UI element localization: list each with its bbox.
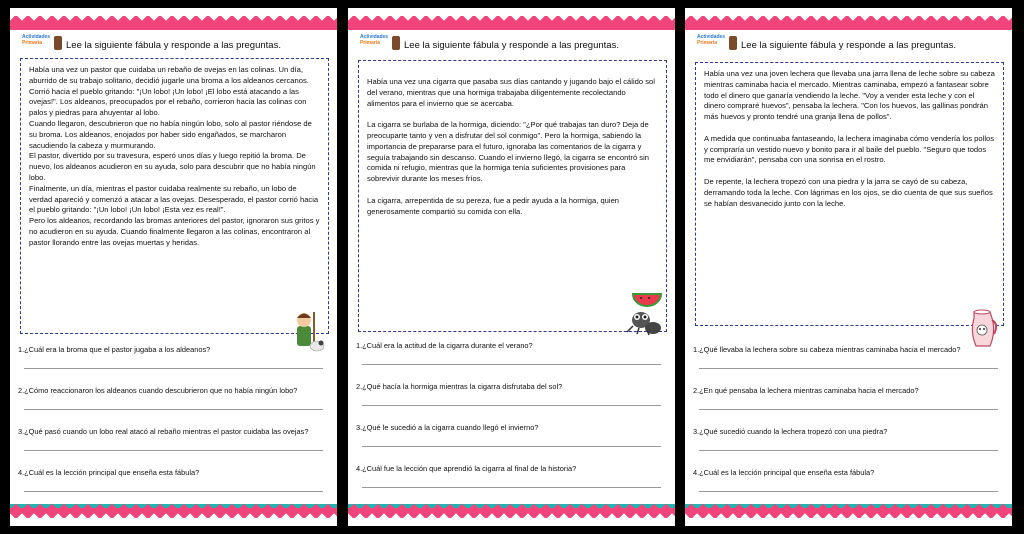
decorative-border-bottom [685, 504, 1012, 518]
question-item [18, 385, 329, 426]
question-item [693, 426, 1004, 467]
answer-line[interactable] [362, 405, 661, 406]
decorative-border-bottom [10, 504, 337, 518]
worksheet-title: Lee la siguiente fábula y responde a las preguntas. [66, 40, 281, 51]
question-item [356, 340, 667, 381]
logo-line1: Actividades [360, 34, 389, 40]
question-text: 3.¿Qué le sucedió a la cigarra cuando llegó el invierno? [356, 423, 539, 432]
logo-figure-icon [392, 36, 400, 50]
decorative-border-bottom [348, 504, 675, 518]
answer-line[interactable] [699, 409, 998, 410]
question-item [693, 344, 1004, 385]
fable-paragraph: Pero los aldeanos, recordando las bromas anteriores del pastor, ignoraron sus gritos y no acudieron en su ayuda. Cuando finalmente llegaron a las colinas, encontraron al pastor llorando entre las ovejas muertas y heridas. [29, 216, 320, 247]
question-text: 2.¿Cómo reaccionaron los aldeanos cuando descubrieron que no había ningún lobo? [18, 386, 298, 395]
answer-line[interactable] [362, 446, 661, 447]
logo-figure-icon [54, 36, 62, 50]
question-item [356, 381, 667, 422]
fable-paragraph: Cuando llegaron, descubrieron que no había ningún lobo, solo al pastor riéndose de su broma. Los aldeanos, enojados por haber sido engañados, se marcharon sacudiendo la cabeza y murmurando. [29, 118, 312, 150]
answer-line[interactable] [362, 364, 661, 365]
question-text: 4.¿Cuál es la lección principal que enseña esta fábula? [18, 468, 200, 477]
questions-list [18, 344, 329, 508]
logo-line1: Actividades [697, 34, 726, 40]
answer-line[interactable] [699, 450, 998, 451]
question-item [356, 422, 667, 463]
fable-paragraph: Había una vez un pastor que cuidaba un rebaño de ovejas en las colinas. Un día, aburrido de su trabajo solitario, decidió jugarle una broma a los aldeanos cercanos. [29, 65, 309, 85]
worksheet-milkmaid [685, 8, 1012, 526]
site-logo [697, 34, 737, 54]
question-item [356, 463, 667, 504]
answer-line[interactable] [24, 409, 323, 410]
questions-list [356, 340, 667, 504]
worksheet-title: Lee la siguiente fábula y responde a las preguntas. [404, 40, 619, 51]
answer-line[interactable] [362, 487, 661, 488]
worksheet-cicada-ant [348, 8, 675, 526]
fable-paragraph: Había una vez una cigarra que pasaba sus días cantando y jugando bajo el cálido sol del verano, mientras que una hormiga trabajaba diligentemente recolectando alimentos para el invierno que se acercaba. [367, 77, 655, 108]
question-text: 4.¿Cuál fue la lección que aprendió la cigarra al final de la historia? [356, 464, 577, 473]
question-item [18, 426, 329, 467]
question-text: 3.¿Qué pasó cuando un lobo real atacó al rebaño mientras el pastor cuidaba las ovejas? [18, 427, 309, 436]
logo-line2: Primaria [360, 40, 381, 46]
question-text: 4.¿Cuál es la lección principal que enseña esta fábula? [693, 468, 875, 477]
questions-list [693, 344, 1004, 508]
question-text: 3.¿Qué sucedió cuando la lechera tropezó con una piedra? [693, 427, 888, 436]
question-text: 1.¿Cuál era la actitud de la cigarra durante el verano? [356, 341, 533, 350]
site-logo [22, 34, 62, 54]
answer-line[interactable] [699, 368, 998, 369]
question-item [18, 467, 329, 508]
logo-line2: Primaria [697, 40, 718, 46]
fable-paragraph: El pastor, divertido por su travesura, esperó unos días y luego repitió la broma. De nuevo, los aldeanos acudieron en su ayuda, solo para descubrir que no había ningún lobo. [29, 151, 316, 182]
fable-paragraph: Había una vez una joven lechera que llevaba una jarra llena de leche sobre su cabeza mientras caminaba hacia el mercado. Mientras caminaba, empezó a fantasear sobre todo el dinero que ganaría vendiendo la leche. "Voy a vender esta leche y con el dinero compraré huevos", pensaba la lechera. "Con los huevos, las gallinas pondrán más huevos y pronto tendré una granja llena de pollos". [704, 69, 995, 122]
fable-paragraph: Corrió hacia el pueblo gritando: "¡Un lobo! ¡Un lobo! ¡El lobo está atacando a las ovejas!". Los aldeanos, preocupados por el rebaño, corrieron hacia las colinas con palos y piedras para ahuyentar al lobo. [29, 86, 307, 118]
question-text: 1.¿Qué llevaba la lechera sobre su cabeza mientras caminaba hacia el mercado? [693, 345, 961, 354]
decorative-border-top [10, 16, 337, 30]
logo-figure-icon [729, 36, 737, 50]
fable-paragraph: La cigarra, arrepentida de su pereza, fue a pedir ayuda a la hormiga, quien generosamente compartió su comida con ella. [367, 195, 620, 216]
worksheet-title: Lee la siguiente fábula y responde a las preguntas. [741, 40, 956, 51]
question-text: 2.¿Qué hacía la hormiga mientras la cigarra disfrutaba del sol? [356, 382, 563, 391]
question-item [693, 385, 1004, 426]
fable-paragraph: A medida que continuaba fantaseando, la lechera imaginaba cómo vendería los pollos y compraría un vestido nuevo y bonito para ir al baile del pueblo. "Seguro que todos me envidiarán", pensaba con una sonrisa en el rostro. [704, 133, 995, 165]
fable-text-box [20, 58, 329, 334]
question-text: 1.¿Cuál era la broma que el pastor jugaba a los aldeanos? [18, 345, 211, 354]
question-text: 2.¿En qué pensaba la lechera mientras caminaba hacia el mercado? [693, 386, 919, 395]
fable-paragraph: Finalmente, un día, mientras el pastor cuidaba realmente su rebaño, un lobo de verdad apareció y comenzó a atacar a las ovejas. Desesperado, el pastor corrió hacia el pueblo gritando: "¡Un lobo! ¡Un lobo! ¡Esta vez es real!". [29, 183, 319, 215]
decorative-border-top [685, 16, 1012, 30]
fable-text-box [695, 62, 1004, 326]
ant-with-watermelon-icon [619, 290, 665, 336]
fable-paragraph: La cigarra se burlaba de la hormiga, diciendo: "¿Por qué trabajas tan duro? Deja de preocuparte tanto y ven a disfrutar del sol conmigo". Pero la hormiga, sabiendo la importancia de prepararse para el futuro, ignoraba las comentarios de la cigarra y seguía trabajando sin descanso. Cuando el invierno llegó, la cigarra se encontró sin comida ni refugio, mientras que la hormiga tenía suficientes provisiones para sobrevivir durante los meses fríos. [367, 120, 649, 184]
fable-paragraph: De repente, la lechera tropezó con una piedra y la jarra se cayó de su cabeza, derramando toda la leche. Con lágrimas en los ojos, se dio cuenta de que sus sueños se habían desvanecido junto con la leche. [704, 176, 993, 208]
answer-line[interactable] [24, 368, 323, 369]
question-item [18, 344, 329, 385]
logo-line1: Actividades [22, 34, 51, 40]
answer-line[interactable] [24, 491, 323, 492]
site-logo [360, 34, 400, 54]
decorative-border-top [348, 16, 675, 30]
answer-line[interactable] [699, 491, 998, 492]
question-item [693, 467, 1004, 508]
worksheet-shepherd [10, 8, 337, 526]
answer-line[interactable] [24, 450, 323, 451]
logo-line2: Primaria [22, 40, 43, 46]
